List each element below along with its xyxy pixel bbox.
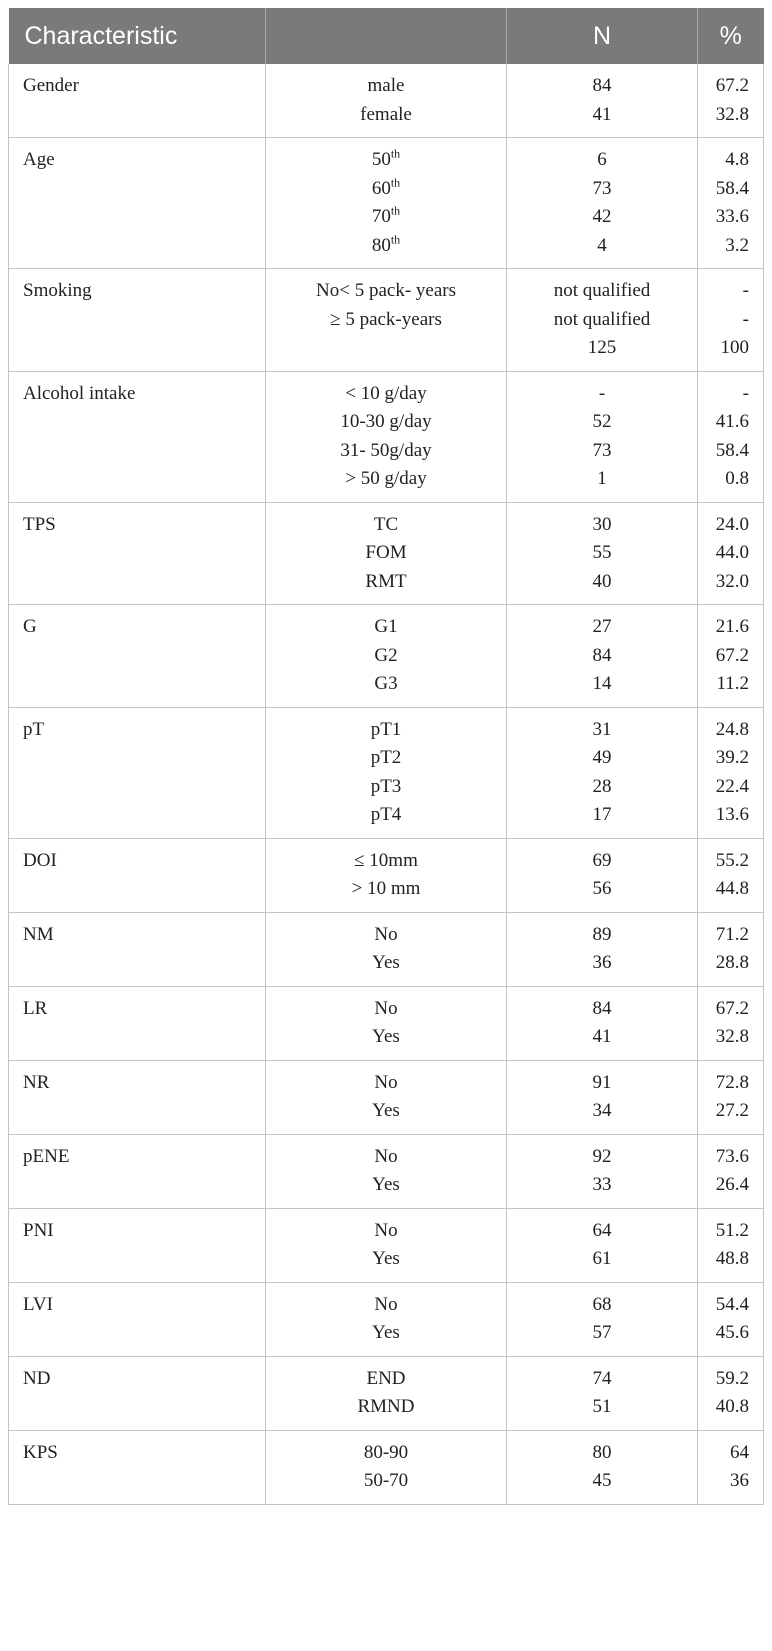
percent-value: 100 — [720, 337, 749, 358]
table-row — [9, 1060, 764, 1134]
subgroup-value — [280, 642, 492, 671]
subgroup-text: No — [374, 1145, 398, 1167]
characteristic-label: Smoking — [9, 269, 266, 372]
subgroup-value — [280, 146, 492, 175]
subgroup-text: male — [367, 75, 405, 96]
subgroup-value — [280, 1393, 492, 1422]
subgroup-value — [280, 1439, 492, 1468]
subgroup-value — [280, 277, 492, 306]
table-header — [9, 8, 764, 64]
subgroup-value — [280, 539, 492, 568]
percent-value: 48.8 — [715, 1248, 749, 1269]
percent-value: 59.2 — [715, 1367, 749, 1389]
subgroup-value — [280, 670, 492, 699]
subgroup-cell — [266, 64, 507, 138]
header-row — [9, 8, 764, 64]
characteristic-label: Gender — [9, 64, 266, 138]
count-value: - — [598, 382, 606, 404]
subgroup-value — [280, 744, 492, 773]
count-cell — [507, 707, 698, 838]
count-value: 4 — [597, 234, 607, 256]
subgroup-value — [280, 1217, 492, 1246]
subgroup-cell — [266, 269, 507, 372]
percent-cell — [698, 371, 764, 502]
percent-value: 39.2 — [715, 747, 749, 768]
subgroup-superscript: th — [390, 232, 401, 247]
percent-cell — [698, 605, 764, 708]
subgroup-text: 70 — [371, 206, 391, 227]
subgroup-cell — [266, 1430, 507, 1504]
subgroup-text: pT2 — [370, 747, 402, 768]
subgroup-text: Yes — [372, 1100, 400, 1121]
percent-value: 58.4 — [715, 439, 749, 461]
count-cell — [507, 64, 698, 138]
subgroup-value — [280, 72, 492, 101]
subgroup-cell — [266, 502, 507, 605]
subgroup-superscript: th — [390, 146, 401, 161]
percent-value: 33.6 — [715, 206, 749, 227]
percent-value: 27.2 — [715, 1100, 749, 1121]
subgroup-text: ≤ 10mm — [354, 849, 418, 871]
characteristic-label: NR — [9, 1060, 266, 1134]
subgroup-text: 50 — [371, 149, 391, 170]
table-row — [9, 1134, 764, 1208]
percent-cell — [698, 1430, 764, 1504]
table-body — [9, 64, 764, 1504]
table-row — [9, 1208, 764, 1282]
subgroup-text: Yes — [372, 1322, 400, 1343]
subgroup-text: 60 — [371, 177, 391, 199]
count-value: 40 — [592, 570, 612, 592]
percent-cell — [698, 912, 764, 986]
subgroup-text: 80 — [371, 234, 391, 256]
subgroup-value — [280, 511, 492, 540]
subgroup-value — [280, 1245, 492, 1274]
percent-value: 24.0 — [715, 513, 749, 535]
percent-value: 64 — [730, 1441, 749, 1463]
subgroup-text: G2 — [374, 644, 398, 666]
count-value: 56 — [592, 878, 612, 899]
subgroup-value — [280, 408, 492, 437]
count-value: 73 — [592, 177, 612, 199]
subgroup-value — [280, 334, 492, 363]
count-cell — [507, 838, 698, 912]
count-value: 51 — [592, 1396, 612, 1417]
percent-value: 71.2 — [715, 923, 749, 945]
count-cell — [507, 605, 698, 708]
count-value: 42 — [592, 206, 612, 227]
percent-value: 32.0 — [715, 570, 749, 592]
subgroup-text: TC — [373, 513, 399, 535]
subgroup-text: 50-70 — [363, 1470, 409, 1491]
percent-value: 21.6 — [715, 616, 749, 637]
percent-value: 58.4 — [715, 177, 749, 199]
count-cell — [507, 1356, 698, 1430]
subgroup-text: pT4 — [370, 804, 402, 825]
count-value: 84 — [592, 644, 612, 666]
subgroup-value — [280, 773, 492, 802]
subgroup-cell — [266, 138, 507, 269]
subgroup-text: < 10 g/day — [345, 382, 427, 404]
percent-value: - — [742, 308, 749, 330]
subgroup-text: G3 — [374, 673, 398, 694]
characteristic-label: TPS — [9, 502, 266, 605]
characteristic-label: pENE — [9, 1134, 266, 1208]
count-value: 57 — [592, 1322, 612, 1343]
count-value: 69 — [592, 849, 612, 871]
count-value: 27 — [592, 616, 612, 637]
count-cell — [507, 138, 698, 269]
count-value: 125 — [587, 337, 617, 358]
table-row — [9, 1282, 764, 1356]
header-n: N — [507, 8, 698, 64]
count-cell — [507, 269, 698, 372]
subgroup-superscript: th — [390, 203, 401, 218]
percent-value: 41.6 — [715, 411, 749, 432]
characteristic-label: PNI — [9, 1208, 266, 1282]
subgroup-text: No — [374, 1071, 398, 1093]
subgroup-text: pT1 — [370, 718, 402, 740]
table-row — [9, 838, 764, 912]
percent-value: 11.2 — [716, 673, 749, 694]
percent-cell — [698, 64, 764, 138]
subgroup-cell — [266, 1134, 507, 1208]
header-subgroup — [266, 8, 507, 64]
subgroup-text: No — [374, 997, 398, 1019]
subgroup-value — [280, 101, 492, 130]
subgroup-value — [280, 1365, 492, 1394]
count-cell — [507, 1134, 698, 1208]
subgroup-cell — [266, 986, 507, 1060]
subgroup-value — [280, 1023, 492, 1052]
count-value: 41 — [592, 1026, 612, 1047]
table-row — [9, 502, 764, 605]
subgroup-value — [280, 568, 492, 597]
table-row — [9, 371, 764, 502]
table-row — [9, 138, 764, 269]
count-value: 1 — [597, 468, 607, 489]
percent-cell — [698, 838, 764, 912]
percent-value: 44.0 — [715, 542, 749, 563]
subgroup-value — [280, 949, 492, 978]
count-cell — [507, 1282, 698, 1356]
count-value: 64 — [592, 1219, 612, 1241]
percent-cell — [698, 986, 764, 1060]
percent-cell — [698, 1356, 764, 1430]
subgroup-cell — [266, 838, 507, 912]
subgroup-text: G1 — [374, 616, 398, 637]
characteristic-label: Alcohol intake — [9, 371, 266, 502]
characteristic-label: DOI — [9, 838, 266, 912]
percent-value: 40.8 — [715, 1396, 749, 1417]
subgroup-value — [280, 437, 492, 466]
count-value: 68 — [592, 1293, 612, 1315]
percent-value: 55.2 — [715, 849, 749, 871]
table-row — [9, 64, 764, 138]
count-value: 33 — [592, 1174, 612, 1195]
subgroup-text: No< 5 pack- years — [316, 280, 456, 301]
percent-value: 67.2 — [715, 75, 749, 96]
table-row — [9, 912, 764, 986]
percent-value: 45.6 — [715, 1322, 749, 1343]
subgroup-value — [280, 995, 492, 1024]
subgroup-value — [280, 306, 492, 335]
characteristic-label: LR — [9, 986, 266, 1060]
count-value: 89 — [592, 923, 612, 945]
count-value: 49 — [592, 747, 612, 768]
percent-value: 36 — [730, 1470, 749, 1491]
subgroup-value — [280, 1467, 492, 1496]
percent-value: 22.4 — [715, 775, 749, 797]
characteristic-label: ND — [9, 1356, 266, 1430]
count-value: 74 — [592, 1367, 612, 1389]
count-value: 41 — [592, 103, 612, 125]
subgroup-value — [280, 1143, 492, 1172]
subgroup-text: No — [374, 923, 398, 945]
count-value: 55 — [592, 542, 612, 563]
percent-cell — [698, 1208, 764, 1282]
subgroup-text: RMND — [357, 1396, 415, 1417]
count-value: 91 — [592, 1071, 612, 1093]
subgroup-value — [280, 875, 492, 904]
table-row — [9, 986, 764, 1060]
subgroup-text: Yes — [372, 1248, 400, 1269]
percent-value: 24.8 — [715, 718, 749, 740]
subgroup-text: Yes — [372, 1174, 400, 1195]
subgroup-superscript: th — [390, 175, 401, 190]
subgroup-cell — [266, 1282, 507, 1356]
count-cell — [507, 1208, 698, 1282]
subgroup-text: female — [360, 103, 412, 125]
subgroup-text: END — [366, 1367, 406, 1389]
subgroup-text: RMT — [365, 570, 407, 592]
count-value: 6 — [597, 149, 607, 170]
percent-value: 13.6 — [715, 804, 749, 825]
percent-value: 4.8 — [725, 149, 749, 170]
count-cell — [507, 1430, 698, 1504]
subgroup-text: No — [374, 1219, 398, 1241]
subgroup-cell — [266, 707, 507, 838]
percent-value: - — [742, 382, 749, 404]
percent-value: 32.8 — [715, 1026, 749, 1047]
table-row — [9, 1356, 764, 1430]
count-value: 31 — [592, 718, 612, 740]
count-cell — [507, 986, 698, 1060]
table-row — [9, 707, 764, 838]
percent-value: 72.8 — [715, 1071, 749, 1093]
count-value: 36 — [592, 952, 612, 973]
characteristic-label: pT — [9, 707, 266, 838]
subgroup-value — [280, 716, 492, 745]
percent-value: 44.8 — [715, 878, 749, 899]
subgroup-value — [280, 921, 492, 950]
header-characteristic: Characteristic — [9, 8, 266, 64]
subgroup-cell — [266, 605, 507, 708]
characteristic-label: LVI — [9, 1282, 266, 1356]
percent-cell — [698, 269, 764, 372]
count-cell — [507, 502, 698, 605]
subgroup-text: FOM — [365, 542, 407, 563]
percent-value: - — [742, 280, 749, 301]
count-value: 28 — [592, 775, 612, 797]
subgroup-cell — [266, 1208, 507, 1282]
subgroup-value — [280, 1171, 492, 1200]
subgroup-text: Yes — [372, 1026, 400, 1047]
count-cell — [507, 371, 698, 502]
percent-cell — [698, 1134, 764, 1208]
percent-value: 32.8 — [715, 103, 749, 125]
subgroup-cell — [266, 912, 507, 986]
subgroup-value — [280, 847, 492, 876]
count-value: 84 — [592, 75, 612, 96]
percent-value: 28.8 — [715, 952, 749, 973]
percent-value: 0.8 — [725, 468, 749, 489]
characteristics-table — [8, 8, 764, 1505]
subgroup-cell — [266, 371, 507, 502]
subgroup-value — [280, 1097, 492, 1126]
count-value: 14 — [592, 673, 612, 694]
subgroup-text: 80-90 — [363, 1441, 409, 1463]
subgroup-text: 31- 50g/day — [340, 439, 432, 461]
count-value: 30 — [592, 513, 612, 535]
subgroup-value — [280, 380, 492, 409]
subgroup-cell — [266, 1356, 507, 1430]
count-value: not qualified — [553, 280, 651, 301]
subgroup-value — [280, 465, 492, 494]
percent-value: 3.2 — [725, 234, 749, 256]
percent-value: 51.2 — [715, 1219, 749, 1241]
subgroup-value — [280, 1291, 492, 1320]
percent-cell — [698, 1060, 764, 1134]
count-value: 34 — [592, 1100, 612, 1121]
subgroup-value — [280, 232, 492, 261]
percent-cell — [698, 502, 764, 605]
subgroup-value — [280, 175, 492, 204]
count-cell — [507, 1060, 698, 1134]
subgroup-text: Yes — [372, 952, 400, 973]
percent-value: 54.4 — [715, 1293, 749, 1315]
count-value: 80 — [592, 1441, 612, 1463]
count-value: 17 — [592, 804, 612, 825]
percent-value: 73.6 — [715, 1145, 749, 1167]
subgroup-value — [280, 203, 492, 232]
percent-value: 67.2 — [715, 644, 749, 666]
table-row — [9, 605, 764, 708]
count-value: 92 — [592, 1145, 612, 1167]
percent-cell — [698, 138, 764, 269]
header-percent: % — [698, 8, 764, 64]
subgroup-value — [280, 1069, 492, 1098]
percent-value: 67.2 — [715, 997, 749, 1019]
percent-value: 26.4 — [715, 1174, 749, 1195]
subgroup-value — [280, 613, 492, 642]
count-value: 73 — [592, 439, 612, 461]
count-value: 52 — [592, 411, 612, 432]
percent-cell — [698, 707, 764, 838]
subgroup-text: 10-30 g/day — [340, 411, 432, 432]
subgroup-text: > 50 g/day — [345, 468, 427, 489]
subgroup-text: No — [374, 1293, 398, 1315]
count-cell — [507, 912, 698, 986]
characteristic-label: NM — [9, 912, 266, 986]
subgroup-value — [280, 1319, 492, 1348]
subgroup-text: > 10 mm — [351, 878, 421, 899]
count-value: 45 — [592, 1470, 612, 1491]
subgroup-cell — [266, 1060, 507, 1134]
subgroup-text: ≥ 5 pack-years — [330, 308, 442, 330]
count-value: 84 — [592, 997, 612, 1019]
characteristic-label: Age — [9, 138, 266, 269]
count-value: 61 — [592, 1248, 612, 1269]
table-row — [9, 1430, 764, 1504]
characteristic-label: KPS — [9, 1430, 266, 1504]
subgroup-value — [280, 801, 492, 830]
table-row — [9, 269, 764, 372]
percent-cell — [698, 1282, 764, 1356]
characteristic-label: G — [9, 605, 266, 708]
subgroup-text: pT3 — [370, 775, 402, 797]
count-value: not qualified — [553, 308, 651, 330]
